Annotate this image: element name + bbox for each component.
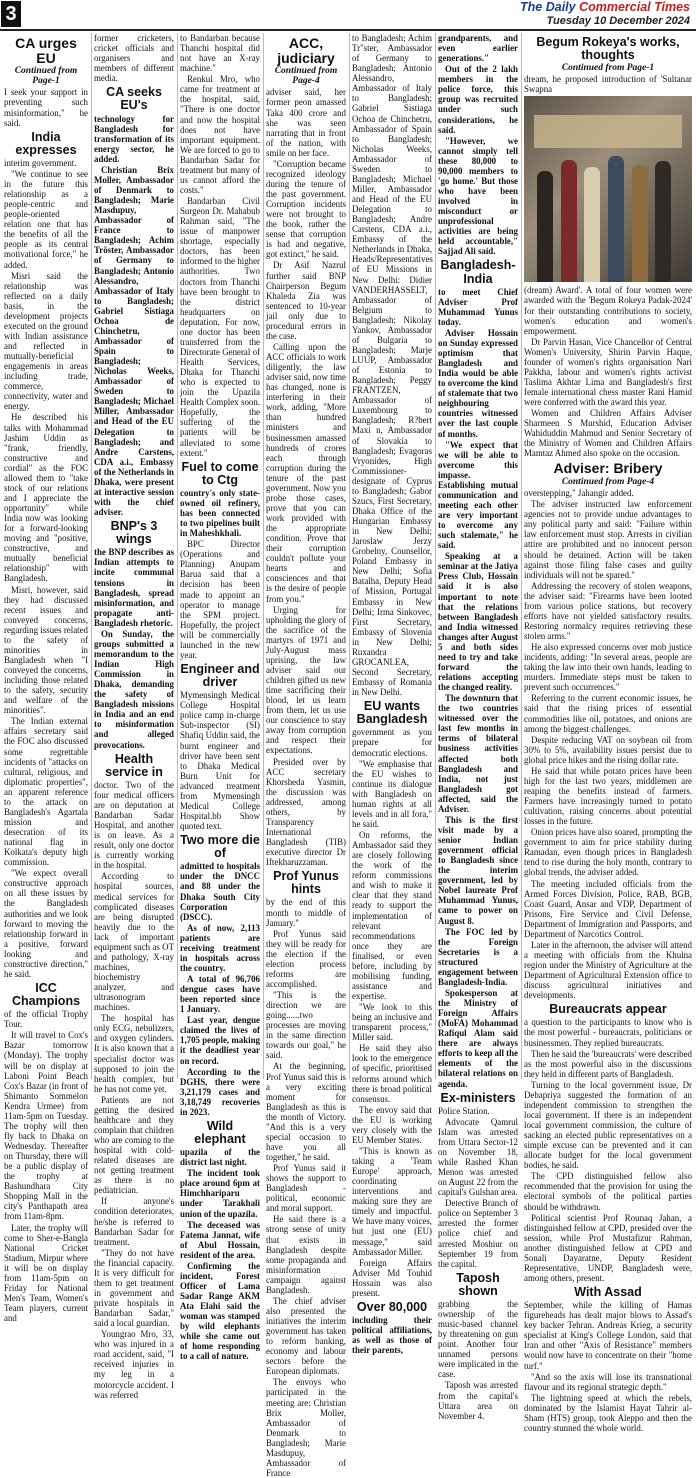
article-paragraph: interim government. (4, 157, 77, 168)
article-paragraph: Taposh was arrested from the capital's Uttara area on November 4. (438, 1380, 518, 1421)
article-paragraph: Turning to the local government issue, Dr Debapriya suggested the formation of an independent commission to strengthen the local government. If there is an independent local government commission, the culture of sacking an elected public representatives on a simple excuse can be prevented and it can allocate budget for the local government bodies, he said. (524, 1079, 692, 1171)
article-paragraph: "We expect overall constructive approach on all these issues by the Bangladesh authorities and we look forward to moving the relationship forward in a positive, forward looking and constructive direction," he said. (4, 868, 88, 979)
article-paragraph: The lightning speed at which the rebels, dominated by the Islamist Hayat Tahrir al-Sham (HTS) group, took Aleppo and then the country stunned the whole world. (524, 1392, 692, 1433)
article-paragraph: technology for Bangladesh for transformation of its energy sector, he added. (94, 113, 174, 164)
article-paragraph: Addressing the recovery of stolen weapons, the adviser said: "Firearms have been looted from various police stations, but recovery efforts have not yielded satisfactory results. Restoring normalcy requires retrieving these stolen arms." (524, 580, 692, 641)
article-paragraph: "And so the axis will lose its transnational flavour and its regional strategic depth." (524, 1371, 692, 1392)
article-paragraph: Onion prices have also soared, prompting the government to aim for price stability during Ramadan, even though prices in Bangladesh tend to rise during the holy month, contrary to global trends, the adviser added. (524, 827, 692, 878)
headline-wild-elephant: Wild elephant (194, 1118, 246, 1146)
headline-engineer-driver: Engineer and driver (180, 661, 260, 690)
column-3 (180, 33, 260, 1362)
article-paragraph: The deceased was Fatema Jannat, wife of Abul Hossain, resident of the area. (180, 1219, 260, 1260)
headline-india-expresses: India expresses (15, 129, 77, 157)
issue-date: Tuesday 10 December 2024 (546, 15, 690, 27)
article-paragraph: Mymensingh Medical College Hospital police camp in-charge Sub-inspector (SI) Shafiq Uddin said, the burnt engineer and driver have been sent to Dhaka Medical Burn Unit for advanced treatment from Mymensingh Medical College Hospital.bb Show quoted text. (180, 690, 260, 831)
article-paragraph: Dr Parvin Hasan, Vice Chancellor of Central Women's University, Shirin Parvin Haque, founder of women's rights organisation Nari Pakkha, labour and women's rights activist Taslima Akhtar Lima and Bangladesh's first female international chess master Rani Hamid were conferred with the award this year. (524, 336, 692, 408)
award-ceremony-photo (524, 96, 692, 282)
article-paragraph: "Corruption became recognized ideology during the tenure of the past government. Corruption incidents were not brought to the book, rather the sense that corruption is bad and negative, got extinct," he said. (266, 158, 346, 260)
article-paragraph: Patients are not getting the desired healthcare and they complain that children who are coming to the hospital with cold-related diseases are not getting treatment as there is no pediatrician. (94, 1094, 174, 1196)
article-paragraph: overstepping," Jahangir added. (524, 488, 634, 499)
person-figure (561, 160, 577, 283)
article-paragraph: The FOC led by the Foreign Secretaries is a structured engagement between Bangladesh-India. (438, 926, 518, 987)
headline-two-more-die: Two more die of (180, 833, 260, 861)
person-figure (632, 165, 648, 282)
brand-name: Commercial Times (579, 0, 690, 14)
article-paragraph: He described his talks with Mohammad Jashim Uddin as "frank, friendly, constructive and cordial" as the FOC allowed them to "take stock of our relations and I appreciate the opportunity" while India now was looking for a forward-looking moving and "positive, constructive, and mutually beneficial relationship" with Bangladesh. (4, 412, 88, 584)
article-paragraph: Prof Yunus said they will be ready for the election if the election process reforms are accomplished. (266, 928, 346, 989)
article-paragraph: Christian Brix Moller, Ambassador of Denmark to Bangladesh; Marie Masdupuy, Ambassador of France to Bangladesh; Achim Tröster, Ambassador of Germany to Bangladesh; Antonio Alessandro, Ambassador of Italy to Bangladesh; Gabriel Sistiaga Ochoa de Chinchetru, Ambassador of Spain to Bangladesh; Nicholas Weeks, Ambassador of Sweden to Bangladesh; Michael Miller, Ambassador and Head of the EU Delegation to Bangladesh; and Andre Carstens, CDA a.i., Embassy of the Netherlands in Dhaka, were present at interactive session with the chief adviser. (94, 164, 174, 517)
article-paragraph: Calling upon the ACC officials to work diligently, the law adviser said, now time has changed, none is interfering in their work, adding, "More than hundred ministers and businessmen amassed hundreds of crores each through corruption during the tenure of the past government. Now you probe those cases, prove that you can work provided with the appropriate condition. Prove that their corruption couldn't pollute your hearts and consciences and that is the desire of people from you." (266, 341, 346, 604)
article-paragraph: He said they also look to the emergence of specific, prioritised reforms around which there is broad political consensus. (352, 1043, 432, 1104)
stage-banner (534, 115, 682, 148)
article-paragraph: If anyone's condition deteriorates, he/she is referred to Bandarban Sadar for treatment. (94, 1196, 174, 1247)
headline-ex-ministers: Ex-ministers (440, 1090, 516, 1105)
article-paragraph: "We continue to see in the future this relationship as a people-centric and people-oriented relation one that has the benefits of all the people as its central motivational force," he added. (4, 168, 88, 270)
headline-ca-seeks-eu: CA seeks EU's (106, 85, 162, 113)
article-paragraph: The Indian external affairs secretary said the FOC also discussed some regrettable incidents of "attacks on cultural, religious, and diplomatic properties", an apparent reference to the attack on Bangladesh's Agartala mission and desecration of its national flag in Kolkata's deputy high commission. (4, 716, 88, 868)
article-paragraph: country's only state-owned oil refinery, has been connected to two pipelines built in Maheshkhali. (180, 487, 260, 539)
article-paragraph: The envoys who participated in the meeting are: Christian Brix Moller, Ambassador of Denmark to Bangladesh; Marie Masdupuy, Ambassador of France (266, 1377, 346, 1478)
article-paragraph: According to the DGHS, there were 3,21,179 cases and 3,18,749 recoveries in 2023. (180, 1066, 260, 1117)
article-paragraph: dream, he proposed introduction of 'Sultanar Swapna (524, 74, 692, 95)
article-paragraph: Confirming the incident, Forest Officer of Lama Sadar Range AKM Ata Elahi said the woman was stamped by wild elephants while she came out of home responding to a call of nature. (180, 1260, 260, 1362)
column-divider (177, 33, 178, 1079)
article-paragraph: According to hospital sources, medical services for complicated diseases are being disrupted heavily due to the lack of important equipment such as OT and pathology, X-ray machines, biochemistry analyzer, and ultrasonogram machines. (94, 871, 174, 1013)
article-paragraph: As of now, 2,113 patients are receiving treatment in hospitals across the country. (180, 922, 260, 973)
article-paragraph: On reforms, the Ambassador said they are closely following the work of the reform commissions and wish to make it clear that they stand ready to support the implementation of relevant recommendations once they are finalised, or even before, including by mobilising funding, assistance and expertise. (352, 830, 432, 1001)
article-paragraph: The meeting included officials from the Armed Forces Division, Police, RAB, BGB, Coast Guard, Ansar and VDP, Department of Prisons, Fire Service and Civil Defense, Department of Immigration and Passports, and Department of Narcotics Control. (524, 878, 692, 939)
article-paragraph: "This is the direction we are going......two processes are moving in the same direction towards our goal," he said. (266, 990, 346, 1061)
continued-label: Continued from Page-4 (274, 66, 338, 87)
article-paragraph: adviser said, her former peon amassed Taka 400 crore and she was seen narrating that in front of the nation, with smile on her face. (266, 87, 346, 158)
article-paragraph: a question to the participants to know who is the most powerful - bureaucrats, politicians or businessmen. They replied bureaucrats. (524, 1017, 692, 1048)
column-divider (435, 33, 436, 1079)
article-paragraph: Detective Branch of police on September 3 arrested the former police chief and arrested Moshiur on September 19 from the capital. (438, 1198, 518, 1269)
article-paragraph: upazila of the district last night. (180, 1147, 260, 1168)
headline-icc-champions: ICC Champions (11, 980, 81, 1009)
article-paragraph: Youngrao Mro, 33, who was injured in a road accident, said, "I received injuries in my leg in a motorcycle accident. I was referred (94, 1329, 174, 1400)
article-paragraph: Misri, however, said they had discussed recent issues and conveyed concerns, regarding issues related to the safety of minorities in Bangladesh when "I conveyed the concerns, including those related to the safety, security and welfare of the minorities". (4, 584, 88, 716)
headline-fuel-ctg: Fuel to come to Ctg (181, 459, 259, 487)
article-paragraph: Presided over by ACC secretary Khorsheda Yasmin, the discussion was addressed, among others, by Transparency International Bangladesh (TIB) executive director Dr Iftekharuzzaman. (266, 756, 346, 868)
article-paragraph: "We emphasise that the EU wishes to continue its dialogue with Bangladesh on human rights at all levels and in all fora," he said. (352, 758, 432, 829)
article-paragraph: "They do not have the financial capacity. It is very difficult for them to get treatment in government and private hospitals in Bandarban Sadar," said a local guardian. (94, 1247, 174, 1329)
headline-taposh-shown: Taposh shown (456, 1270, 500, 1298)
person-figure (608, 156, 624, 282)
article-paragraph: Last year, dengue claimed the lives of 1,705 people, making it the deadliest year on record. (180, 1015, 260, 1066)
article-paragraph: Despite reducing VAT on soybean oil from 30% to 5%, availability issues persist due to global price hikes and the rising dollar rate. (524, 734, 692, 765)
article-paragraph: to Bangladesh; Achim Tr"ster, Ambassador of Germany to Bangladesh; Antonio Alessandro, Ambassador of Italy to Bangladesh; Gabriel Sistiaga Ochoa de Chinchetru, Ambassador of Spain to Bangladesh; Nicholas Weeks, Ambassador of Sweden to Bangladesh; Michael Miller, Ambassador and Head of the EU Delegation to Bangladesh; Andre Carstens, CDA a.i., Embassy of the Netherlands in Dhaka, Heads/Representatives of EU Missions in New Delhi: Didier VANDERHASSELT, Ambassador of Belgium to Bangladesh; Nikolay Yankov, Ambassador of Bulgaria to Bangladesh; Marje LUUP, Ambassador of Estonia to Bangladesh; Peggy FRANTZEN, Ambassador of Luxembourg to Bangladesh; R?bert Maxi n, Ambassador of Slovakia to Bangladesh; Evagoras Vryonides, High Commissioner-designate of Cyprus to Bangladesh; Gabor Szucs, First Secretary, Dhaka Office of the Hungarian Embassy in New Delhi; Jaroslaw Jerzy Grobelny, Counsellor, Poland Embassy in New Delhi; Sofia Batalha, Deputy Head of Mission, Portugal Embassy in New Delhi; Irma Sinkovec, First Secretary, Embassy of Slovenia in New Delhi; Ruxandra GROCANLEA, Second Secretary, Embassy of Romania in New Delhi. (352, 33, 433, 698)
article-paragraph: At the beginning, Prof Yunus said this is a very exciting moment for Bangladesh as this is the month of Victory. "And this is a very special occasion to have you all together," he said. (266, 1061, 346, 1162)
headline-bangladesh-india: Bangladesh-India (440, 258, 516, 286)
article-paragraph: the BNP describes as Indian attempts to incite communal tensions in Bangladesh, spread misinformation, and propagate anti-Bangladesh rhetoric. (94, 547, 174, 628)
article-paragraph: A total of 96,706 dengue cases have been reported since 1 January. (180, 974, 260, 1015)
headline-with-assad: With Assad (574, 1285, 642, 1299)
masthead (0, 0, 696, 29)
article-paragraph: admitted to hospitals under the DNCC and 88 under the Dhaka South City Corporation (DSCC). (180, 861, 260, 922)
page-number: 3 (1, 1, 21, 27)
article-paragraph: Dr Asif Nazrul further said BNP Chairperson Begum Khaleda Zia was sentenced to 10-year jail only due to procedural errors in the case. (266, 260, 346, 341)
newspaper-brand (520, 0, 690, 14)
person-figure (655, 161, 671, 282)
column-5 (352, 33, 433, 1356)
headline-bureaucrats-appear: Bureaucrats appear (549, 1002, 667, 1017)
article-paragraph: The adviser instructed law enforcement agencies not to provide undue advantages to any political party and said: "Failure within law enforcement must stop. Arrests in civilian attire are prohibited and no innocent person should be detained. Action will be taken against those filing false cases and guilty individuals will not be spared." (524, 499, 692, 580)
article-paragraph: The incident took place around 6pm at Himchhariparu under Tarakhali union of the upazila. (180, 1168, 260, 1219)
article-paragraph: Prof Yunus said it shows the support to Bangladesh - political, economic and moral support. (266, 1163, 346, 1214)
article-paragraph: Then he said the 'bureaucrats' were described as the most powerful also in the discussions they held in different parts of Bangladesh. (524, 1048, 692, 1079)
article-paragraph: Police Station. (438, 1105, 490, 1116)
continued-label: Continued from Page-4 (561, 477, 655, 488)
masthead-rule (0, 29, 696, 31)
article-paragraph: to meet Chief Adviser Prof Muhammad Yunus today. (438, 286, 518, 327)
article-paragraph: I seek your support in preventing such misinformation," he said. (4, 87, 88, 128)
article-paragraph: Renkul Mro, who came for treatment at the hospital, said, "There is one doctor and now the hospital does not have important equipment. We are forced to go to Bandarban Sadar for treatment but many of us cannot afford the costs." (180, 74, 260, 195)
continued-label: Continued from Page-1 (561, 63, 655, 74)
column-4 (266, 33, 346, 1478)
article-paragraph: Later in the afternoon, the adviser will attend a meeting with officials from the Khulna region under the Ministry of Agriculture at the Department of Agricultural Extension office to discuss agricultural initiatives and developments. (524, 939, 692, 1001)
column-2 (94, 33, 174, 1400)
headline-ca-urges-eu: CA urges EU (15, 35, 77, 66)
article-paragraph: Referring to the current economic issues, he said that the rising prices of essential commodities like oil, potatoes, and onions are among the biggest challenges. (524, 693, 692, 734)
article-paragraph: Bandarban Civil Surgeon Dr. Mahabub Rahman said, "The issue of manpower shortage, especially doctors, has been informed to the higher authorities. Two doctors from Thanchi have been brought to the district headquarters on deputation. For now, one doctor has been transferred from the Directorate General of Health Services, Dhaka for Thanchi who is expected to join the Upazila Health Complex soon. Hopefully, the suffering of the patients will be alleviated to some extent." (180, 196, 260, 458)
article-paragraph: to Bandarban because Thanchi hospital did not have an X-ray machine." (180, 33, 260, 74)
continued-label: Continued from Page-1 (14, 66, 78, 87)
article-paragraph: It will travel to Cox's Bazar tomorrow (Monday). The trophy will be on display at Laboni Point Beach Cox's Bazar (in front of Shimanto Sommelon Kendra Urmee) from 11am-5pm on Tuesday. The trophy will then fly back to Dhaka on Wednesday. Thereafter on Thursday, there will be a public display of the trophy at Bashundhara City Shopping Mall in the city's Panthapath area from 11am-8pm. (4, 1030, 88, 1222)
article-paragraph: September, while the killing of Hamas figureheads has dealt major blows to Assad's key backer Tehran. Andreas Krieg, a security specialist at King's College London, said that Iran and other "Axis of Resistance" members would now have to concentrate on their "home turf." (524, 1300, 692, 1371)
article-paragraph: This is the first visit made by a senior Indian government official to Bangladesh since the interim government, led by Nobel laureate Prof Muhammad Yunus, came to power on August 8. (438, 814, 518, 926)
article-paragraph: "However, we cannot simply tell these 80,000 to 90,000 members to 'go home.' But those who have been involved in misconduct or unprofessional activities are being held accountable," Sajjad Ali said. (438, 135, 518, 257)
article-paragraph: Urging for upholding the glory of the sacrifice of the martyrs of 1971 and July-August mass uprising, the law adviser said our children gifted us new time sacrificing their blood, let us learn from them, let us use our conscience to stay away from corruption and respect their expectations. (266, 604, 346, 756)
article-paragraph: doctor. Two of the four medical officers are on deputation at Bandarban Sadar Hospital, and another is on leave. As a result, only one doctor is currently working in the hospital. (94, 779, 174, 871)
headline-begum-rokeya: Begum Rokeya's works, thoughts (536, 35, 680, 63)
article-paragraph: Foreign Affairs Adviser Md Touhid Hossain was also present. (352, 1257, 432, 1298)
article-paragraph: The envoy said that the EU is working very closely with the EU Member States. (352, 1104, 432, 1145)
article-paragraph: (dream) Award'. A total of four women were awarded with the 'Begum Rokeya Padak-2024' for their outstanding contributions to society, women's education and women's empowerment. (524, 285, 692, 336)
column-1 (4, 33, 88, 1324)
article-paragraph: He said that while potato prices have been high for the last two years, middlemen are reaping the benefits instead of farmers. Farmers have increasingly turned to potato cultivation, raising concerns about potential losses in the future. (524, 765, 692, 827)
article-paragraph: "We expect that we will be able to overcome this impasse. Establishing mutual communication and meeting each other are very important to overcome any such stalemate," he said. (438, 439, 518, 551)
column-6 (438, 33, 518, 1421)
article-paragraph: BPC Director (Operations and Planning) Anupam Barua said that a decision has been made to appoint an operator to manage the SPM project. Hopefully, the project will be commercially launched in the new year. (180, 539, 260, 660)
article-paragraph: The hospital has only ECG, nebulizers, and oxygen cylinders. It is also known that a specialist doctor was supposed to join the health complex, but he has not come yet. (94, 1013, 174, 1094)
column-7 (524, 33, 692, 1433)
article-paragraph: Speaking at a seminar at the Jatiya Press Club, Hossain said it is also important to note that the relations between Bangladesh and India witnessed changes after August 5 and both sides need to try and take forward the relations accepting the changed reality. (438, 551, 518, 693)
headline-bnp-3-wings: BNP's 3 wings (110, 519, 158, 547)
article-paragraph: Adviser Hossain on Sunday expressed optimism that Bangladesh and India would be able to overcome the kind of stalemate that two neighbouring countries witnessed over the last couple of months. (438, 327, 518, 439)
article-paragraph: grandparents, and even earlier generations." (438, 33, 518, 64)
article-paragraph: Out of the 2 lakh members in the police force, this group was recruited under such considerations, he said. (438, 64, 518, 135)
article-paragraph: "We look to this being an inclusive and transparent process," Miller said. (352, 1002, 432, 1043)
headline-prof-yunus-hints: Prof Yunus hints (273, 869, 339, 897)
headline-health-service: Health service in (105, 751, 163, 779)
headline-acc-judiciary: ACC, judiciary (277, 35, 335, 66)
headline-over-80000: Over 80,000 (356, 1299, 428, 1314)
person-figure (584, 167, 600, 282)
article-paragraph: Women and Children Affairs Adviser Sharmeen S Murshid, Education Adviser Wahiduddin Mahmud and Senior Secretary of the Ministry of Women and Children Affairs Mamtaz Ahmed also spoke on the occasion. (524, 408, 692, 459)
headline-eu-wants-bangladesh: EU wants Bangladesh (356, 699, 428, 727)
article-paragraph: "This is known as taking a 'Team Europe' approach, coordinating interventions and making sure they are timely and impactful. We have many voices, but just one (EU) message," said Ambassador Miller. (352, 1145, 432, 1257)
article-paragraph: by the end of this month to middle of January." (266, 897, 346, 928)
headline-adviser-bribery: Adviser: Bribery (553, 460, 663, 477)
article-paragraph: Later, the trophy will come to Sher-e-Bangla National Cricket Stadium, Mirpur where it will be on display from 11am-5pm on Friday for National Men's Team, Women's Team players, current and (4, 1222, 88, 1324)
article-paragraph: including their political affiliations, as well as those of their parents, (352, 1315, 432, 1356)
article-paragraph: On Sunday, the groups submitted a memorandum to the Indian High Commission in Dhaka, demanding the safety of Bangladesh missions in India and an end to misinformation and alleged provocations. (94, 628, 174, 750)
article-paragraph: Misri said the relationship was reflected on a daily basis, in the development projects executed on the ground with Indian assistance and reflected in mutually-beneficial engagements in areas including trade, commerce, connectivity, water and energy. (4, 270, 88, 412)
column-divider (521, 33, 522, 1079)
article-paragraph: former cricketers, cricket officials and organisers and members of different media. (94, 33, 174, 84)
column-divider (349, 33, 350, 1079)
column-divider (263, 33, 264, 1079)
article-paragraph: Spokesperson at the Ministry of Foreign Affairs (MoFA) Mohammad Rafiqul Alam said there are always efforts to keep all the elements of the bilateral relations on agenda. (438, 987, 518, 1089)
article-paragraph: The downturn that the two countries witnessed over the last few months in terms of bilateral business activities affected both Bangladesh and India, not just Bangladesh got affected, said the Adviser. (438, 693, 518, 814)
article-paragraph: government as you prepare for democratic elections. (352, 727, 432, 758)
article-paragraph: of the official Trophy Tour. (4, 1009, 88, 1030)
article-paragraph: He also expressed concerns over mob justice incidents, adding: "In several areas, people are taking the law into their own hands, leading to murders. Immediate steps must be taken to prevent such occurrences." (524, 642, 692, 693)
column-divider (91, 33, 92, 1079)
article-paragraph: He said there is a strong sense of unity that exists in Bangladesh despite some propaganda and misinformation campaign against Bangladesh. (266, 1214, 346, 1295)
article-paragraph: Advocate Qamrul Islam was arrested from Uttara Sector-12 on November 18, while Rashed Khan Menon was arrested on August 22 from the capital's Gulshan area. (438, 1116, 518, 1198)
article-paragraph: grabbing the ownership of the music-based channel by threatening on gun point. Another four unnamed persons were implicated in the case. (438, 1298, 518, 1380)
article-paragraph: The chief adviser also presented the initiatives the interim government has taken to reform banking, economy and labour sectors before the European diplomats. (266, 1295, 346, 1377)
article-paragraph: Political scientist Prof Rounaq Jahan, a distinguished fellow at CPD, presided over the session, while Prof Mustafizur Rahman, another distinguished fellow at CPD and Sonali Dayaratne, Deputy Resident Representative, UNDP, Bangladesh were, among others, present. (524, 1212, 692, 1283)
person-figure (537, 171, 553, 283)
article-paragraph: The CPD distinguished fellow also recommended that the provision for using the electoral symbols of the political parties should be withdrawn. (524, 1171, 692, 1212)
brand-prefix: The Daily (520, 0, 580, 14)
